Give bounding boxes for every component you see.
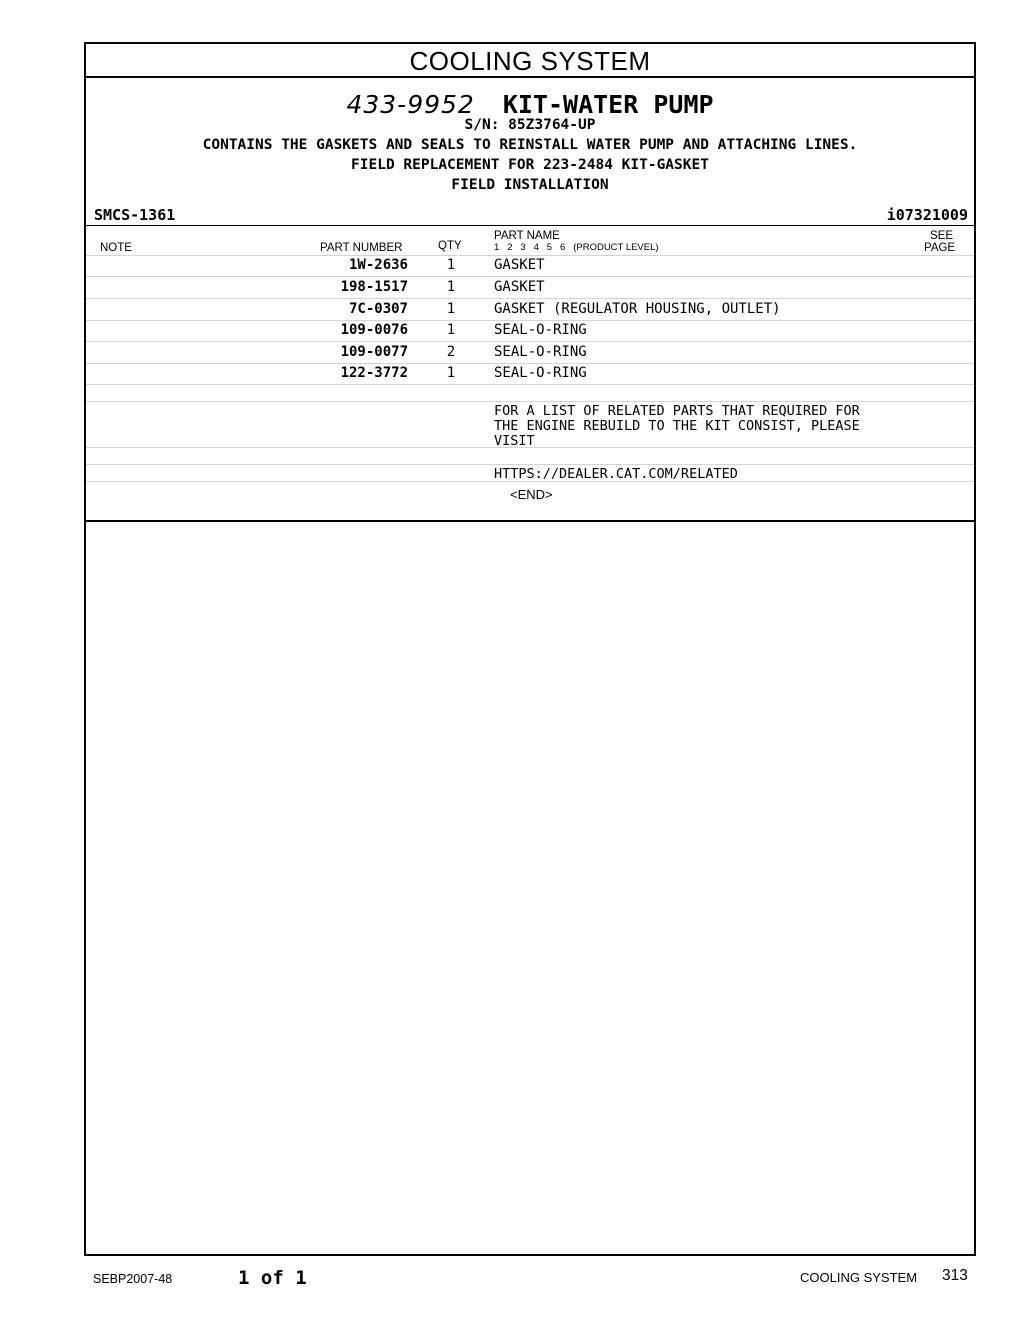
kit-part-number: 433-9952 <box>346 90 475 119</box>
kit-name: KIT-WATER PUMP <box>502 90 714 119</box>
end-marker: <END> <box>510 487 553 502</box>
part-number: 109-0076 <box>340 322 408 338</box>
footer-section: COOLING SYSTEM <box>800 1270 918 1285</box>
row-divider <box>86 481 974 482</box>
part-name: SEAL-O-RING <box>494 344 587 360</box>
part-number: 122-3772 <box>340 365 408 381</box>
table-bottom-rule <box>86 520 974 522</box>
col-see: SEE <box>930 230 954 242</box>
part-name: GASKET <box>494 257 545 273</box>
part-qty: 1 <box>446 365 456 381</box>
row-divider <box>86 447 974 448</box>
table-row <box>86 255 974 275</box>
kit-heading <box>86 90 974 119</box>
part-number: 109-0077 <box>340 344 408 360</box>
parts-frame <box>84 42 976 1256</box>
note-line: VISIT <box>494 433 535 449</box>
smcs-code: SMCS-1361 <box>94 206 176 224</box>
table-row <box>86 342 974 362</box>
part-qty: 1 <box>446 322 456 338</box>
illustration-id: i07321009 <box>886 206 968 224</box>
table-row <box>86 363 974 383</box>
col-page: PAGE <box>924 242 956 254</box>
kit-description: CONTAINS THE GASKETS AND SEALS TO REINSTALL WATER PUMP AND ATTACHING LINES. <box>202 137 858 153</box>
col-qty: QTY <box>438 240 462 252</box>
row-divider <box>86 464 974 465</box>
page-of: 1 of 1 <box>238 1267 307 1289</box>
kit-replacement: FIELD REPLACEMENT FOR 223-2484 KIT-GASKET <box>351 157 709 173</box>
table-row <box>86 299 974 319</box>
part-name: SEAL-O-RING <box>494 365 587 381</box>
header-divider <box>86 225 974 226</box>
col-note: NOTE <box>100 242 132 254</box>
part-qty: 2 <box>446 344 456 360</box>
part-name: SEAL-O-RING <box>494 322 587 338</box>
note-line: THE ENGINE REBUILD TO THE KIT CONSIST, PLEASE <box>494 418 860 434</box>
col-part-number: PART NUMBER <box>320 242 403 254</box>
col-product-levels: 1 2 3 4 5 6 (PRODUCT LEVEL) <box>494 242 659 253</box>
part-name: GASKET <box>494 279 545 295</box>
row-divider <box>86 384 974 385</box>
kit-serial: S/N: 85Z3764-UP <box>464 117 596 133</box>
kit-installation: FIELD INSTALLATION <box>451 177 609 193</box>
table-row <box>86 320 974 340</box>
part-number: 7C-0307 <box>348 301 408 317</box>
note-line: FOR A LIST OF RELATED PARTS THAT REQUIRED FOR <box>494 403 860 419</box>
document-number: SEBP2007-48 <box>93 1272 173 1286</box>
part-qty: 1 <box>446 301 456 317</box>
part-name: GASKET (REGULATOR HOUSING, OUTLET) <box>494 301 781 317</box>
related-url: HTTPS://DEALER.CAT.COM/RELATED <box>494 466 738 482</box>
section-title: COOLING SYSTEM <box>86 44 974 78</box>
row-divider <box>86 401 974 402</box>
part-qty: 1 <box>446 257 456 273</box>
col-part-name: PART NAME <box>494 230 560 242</box>
table-row <box>86 277 974 297</box>
page-number: 313 <box>942 1267 968 1284</box>
part-number: 1W-2636 <box>348 257 408 273</box>
part-number: 198-1517 <box>340 279 408 295</box>
part-qty: 1 <box>446 279 456 295</box>
